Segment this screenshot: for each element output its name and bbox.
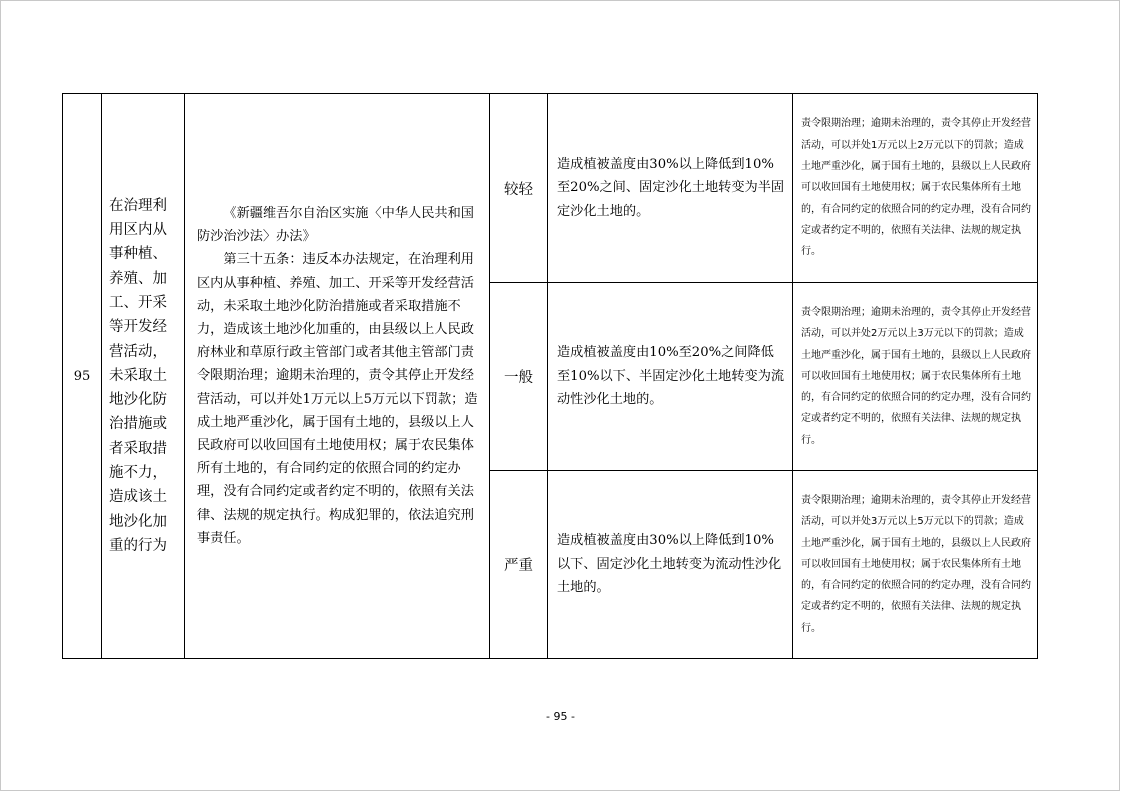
legal-basis-article: 第三十五条：违反本办法规定，在治理利用区内从事种植、养殖、加工、开采等开发经营活动，未采取土地沙化防治措施或者采取措施不力，造成该土地沙化加重的，由县级以上人民政府林业和草原行政主管部门或者其他主管部门责令限期治理；逾期未治理的，责令其停止开发经营活动，可以并处1万元以上5万元以下罚款；造成土地严重沙化，属于国有土地的，县级以上人民政府可以收回国有土地使用权；属于农民集体所有土地的，有合同约定的依照合同的约定办理，没有合同约定或者约定不明的，依照有关法律、法规的规定执行。构成犯罪的，依法追究刑事责任。 xyxy=(197,252,478,546)
page-number: - 95 - xyxy=(546,710,575,723)
violation-description: 在治理利用区内从事种植、养殖、加工、开采等开发经营活动，未采取土地沙化防治措施或者采取措施不力，造成该土地沙化加重的行为 xyxy=(102,94,185,659)
penalty-standard: 责令限期治理；逾期未治理的，责令其停止开发经营活动，可以并处1万元以上2万元以下的罚款；造成土地严重沙化，属于国有土地的，县级以上人民政府可以收回国有土地使用权；属于农民集体所有土地的，有合同约定的依照合同的约定办理，没有合同约定或者约定不明的，依照有关法律、法规的规定执行。 xyxy=(793,94,1038,283)
violation-circumstance: 造成植被盖度由30%以上降低到10%至20%之间、固定沙化土地转变为半固定沙化土地的。 xyxy=(548,94,793,283)
item-number: 95 xyxy=(63,94,102,659)
table-row xyxy=(63,94,1038,283)
severity-level: 严重 xyxy=(490,471,548,659)
legal-basis xyxy=(185,94,490,659)
severity-level: 较轻 xyxy=(490,94,548,283)
penalty-standard: 责令限期治理；逾期未治理的，责令其停止开发经营活动，可以并处2万元以上3万元以下的罚款；造成土地严重沙化，属于国有土地的，县级以上人民政府可以收回国有土地使用权；属于农民集体所有土地的，有合同约定的依照合同的约定办理，没有合同约定或者约定不明的，依照有关法律、法规的规定执行。 xyxy=(793,283,1038,471)
severity-level: 一般 xyxy=(490,283,548,471)
penalty-table xyxy=(62,93,1038,659)
legal-basis-title: 《新疆维吾尔自治区实施〈中华人民共和国防沙治沙法〉办法》 xyxy=(197,205,474,245)
penalty-standard: 责令限期治理；逾期未治理的，责令其停止开发经营活动，可以并处3万元以上5万元以下的罚款；造成土地严重沙化，属于国有土地的，县级以上人民政府可以收回国有土地使用权；属于农民集体所有土地的，有合同约定的依照合同的约定办理，没有合同约定或者约定不明的，依照有关法律、法规的规定执行。 xyxy=(793,471,1038,659)
violation-circumstance: 造成植被盖度由30%以上降低到10%以下、固定沙化土地转变为流动性沙化土地的。 xyxy=(548,471,793,659)
violation-circumstance: 造成植被盖度由10%至20%之间降低至10%以下、半固定沙化土地转变为流动性沙化土地的。 xyxy=(548,283,793,471)
